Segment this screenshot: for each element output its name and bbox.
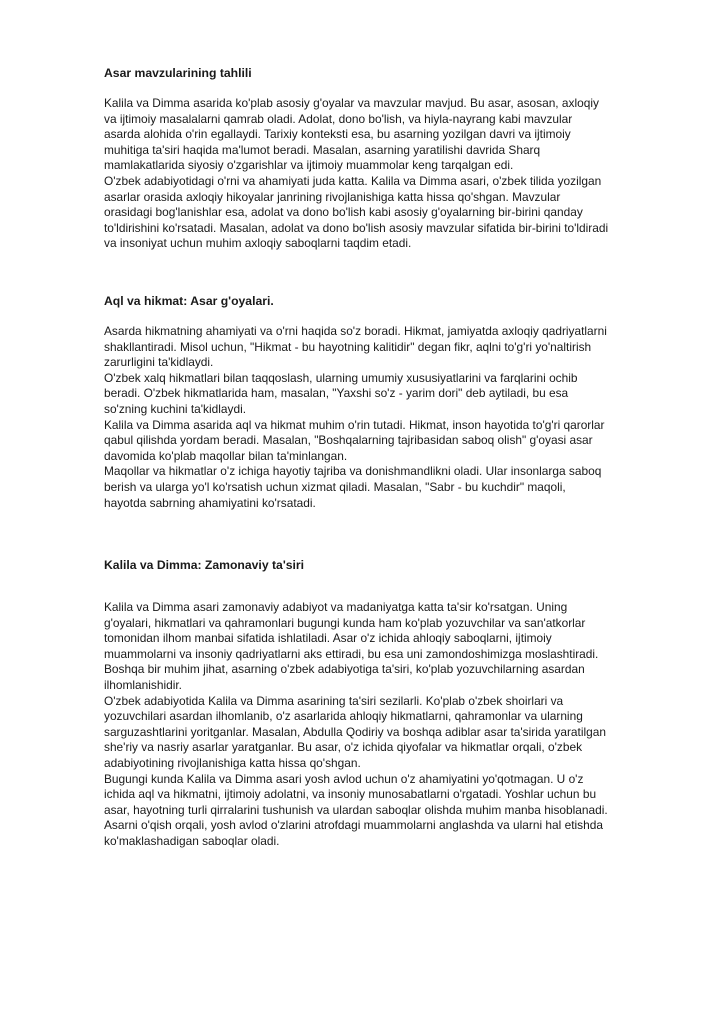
text-line: mamlakatlarida siyosiy o'zgarishlar va ijtimoiy muammolar keng tarqalgan edi. [104,158,514,173]
section-paragraph [104,96,684,252]
text-line: so'zning kuchini ta'kidlaydi. [104,401,247,416]
section-paragraph [104,324,684,511]
text-line: hayotda sabrning ahamiyatini ko'rsatadi. [104,495,316,510]
text-line: tomonidan ilhom manbai sifatida ishlatiladi. Asar o'z ichida ahloqiy saboqlarni, ijtimoiy [104,631,552,646]
text-line: she'riy va nasriy asarlar yaratganlar. Bu asar, o'z ichida qiyofalar va hikmatlar orqali, o'zbek [104,740,583,755]
text-line: Asarni o'qish orqali, yosh avlod o'zlarini atrofdagi muammolarni anglashda va ularni hal etishda [104,818,603,833]
text-line: orasidagi bog'lanishlar esa, adolat va dono bo'lish kabi asosiy g'oyalarning bir-birini qanday [104,205,583,220]
text-line: to'ldirishini ko'rsatadi. Masalan, adolat va dono bo'lish asosiy mavzular sifatida bir-birini to'ldiradi [104,220,609,235]
text-line: zarurligini ta'kidlaydi. [104,355,214,370]
text-line: Kalila va Dimma asarida aql va hikmat muhim o'rin tutadi. Hikmat, inson hayotida to'g'ri qarorlar [104,417,605,432]
text-line: Kalila va Dimma asarida ko'plab asosiy g'oyalar va mavzular mavjud. Bu asar, asosan, axloqiy [104,96,599,110]
text-line: Asarda hikmatning ahamiyati va o'rni haqida so'z boradi. Hikmat, jamiyatda axloqiy qadriyatlarni [104,324,607,338]
text-line: va insoniyat uchun muhim axloqiy saboqlarni taqdim etadi. [104,236,412,251]
text-line: ichida aql va hikmatni, ijtimoiy adolatni, va insoniy munosabatlarni o'rgatadi. Yoshlar uchun bu [104,787,597,802]
text-line: ilhomlanishidir. [104,677,182,692]
text-line: adabiyotining rivojlanishiga katta hissa qo'shgan. [104,755,361,770]
text-line: Maqollar va hikmatlar o'z ichiga hayotiy tajriba va donishmandlikni oladi. Ular insonlarga saboq [104,464,602,479]
text-line: ko'maklashadigan saboqlar oladi. [104,833,280,848]
text-line: davomida ko'plab maqollar bilan ta'minlangan. [104,448,348,463]
text-line: O'zbek xalq hikmatlari bilan taqqoslash, ularning umumiy xususiyatlarini va farqlarini ochib [104,370,578,385]
text-line: Boshqa bir muhim jihat, asarning o'zbek adabiyotiga ta'siri, ko'plab yozuvchilarning asardan [104,662,585,677]
text-line: shakllantiradi. Misol uchun, "Hikmat - bu hayotning kalitidir" degan fikr, aqlni to'g'ri yo'naltirish [104,339,592,354]
text-line: beradi. O'zbek hikmatlarida ham, masalan, "Yaxshi so'z - yarim dori" deb aytiladi, bu esa [104,386,569,401]
text-line: berish va ularga yo'l ko'rsatish uchun xizmat qiladi. Masalan, "Sabr - bu kuchdir" maqoli, [104,479,566,494]
text-line: asarda alohida o'rin egallaydi. Tarixiy konteksti esa, bu asarning yozilgan davri va ijtimoiy [104,127,571,142]
text-line: sarguzashtlarini yoritganlar. Masalan, Abdulla Qodiriy va boshqa adiblar asar ta'sirida yaratilgan [104,724,606,739]
text-line: asarlar orasida axloqiy hikoyalar janrining rivojlanishiga katta hissa qo'shgan. Mavzular [104,189,561,204]
text-line: O'zbek adabiyotida Kalila va Dimma asarining ta'siri sezilarli. Ko'plab o'zbek shoirlari va [104,693,564,708]
text-line: muhitiga ta'siri haqida ma'lumot beradi. Masalan, asarning yaratilishi davrida Sharq [104,142,541,157]
text-line: g'oyalari, hikmatlari va qahramonlari bugungi kunda ham ko'plab yozuvchilar va san'atkorlar [104,615,586,630]
text-line: yozuvchilari asardan ilhomlanib, o'z asarlarida ahloqiy hikmatlarni, qahramonlar va ularning [104,709,583,724]
text-line: O'zbek adabiyotidagi o'rni va ahamiyati juda katta. Kalila va Dimma asari, o'zbek tilida yozilgan [104,173,602,188]
section-heading: Asar mavzularining tahlili [104,66,252,80]
text-line: Kalila va Dimma asari zamonaviy adabiyot va madaniyatga katta ta'sir ko'rsatgan. Uning [104,600,568,614]
section-paragraph [104,600,684,850]
section-aql-va-hikmat [104,294,684,511]
section-heading: Aql va hikmat: Asar g'oyalari. [104,294,274,308]
text-line: va ijtimoiy masalalarni qamrab oladi. Adolat, dono bo'lish, va hiyla-nayrang kabi mavzular [104,111,573,126]
section-asar-mavzulari [104,66,684,252]
text-line: qabul qilishda yordam beradi. Masalan, "Boshqalarning tajribasidan saboq olish" g'oyasi asar [104,433,593,448]
section-heading: Kalila va Dimma: Zamonaviy ta'siri [104,558,305,572]
text-line: Bugungi kunda Kalila va Dimma asari yosh avlod uchun o'z ahamiyatini yo'qotmagan. U o'z [104,771,584,786]
text-line: asar, hayotning turli qirralarini tushunish va ulardan saboqlar olishda muhim manba hisoblanadi. [104,802,608,817]
text-line: muammolarni va insoniy qadriyatlarni aks ettiradi, bu esa uni zamondoshimizga moslashtiradi. [104,646,599,661]
section-zamonaviy-tasiri [104,558,684,850]
